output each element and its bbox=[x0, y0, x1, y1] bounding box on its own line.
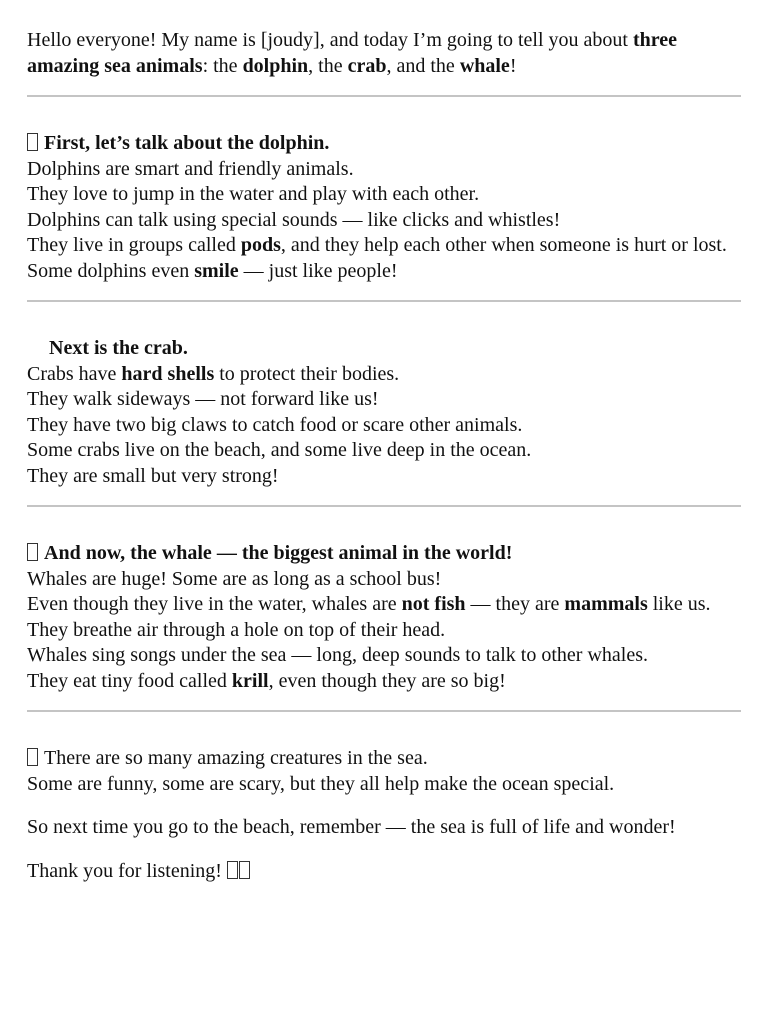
dolphin-line-5-text-c: — just like people! bbox=[238, 259, 398, 282]
whale-line-2-text-c: — they are bbox=[465, 593, 565, 615]
dolphin-line-4 bbox=[27, 233, 741, 259]
dolphin-line-5-text-a: Some dolphins even bbox=[27, 259, 195, 282]
whale-line-5-text-c: , even though they are so big! bbox=[268, 669, 506, 692]
closing-thanks bbox=[27, 859, 741, 885]
closing-line-2: Some are funny, some are scary, but they all help make the ocean special. bbox=[27, 772, 615, 795]
whale-line-5 bbox=[27, 669, 741, 695]
whale-line-2-bold-mammals: mammals bbox=[564, 593, 648, 615]
dolphin-line-3: Dolphins can talk using special sounds — like clicks and whistles! bbox=[27, 208, 561, 231]
intro-bold-crab: crab bbox=[347, 54, 387, 77]
closing-section bbox=[27, 746, 741, 884]
missing-glyph-icon bbox=[27, 543, 38, 561]
dolphin-heading bbox=[27, 131, 741, 157]
missing-glyph-icon bbox=[227, 861, 238, 879]
dolphin-section bbox=[27, 131, 741, 284]
whale-section bbox=[27, 541, 741, 694]
dolphin-line-4-bold: pods bbox=[240, 234, 281, 256]
dolphin-line-5 bbox=[27, 259, 741, 285]
dolphin-heading-text: First, let’s talk about the dolphin. bbox=[44, 132, 330, 154]
dolphin-line-5-bold: smile bbox=[194, 259, 239, 282]
intro-text-3: , the bbox=[308, 54, 348, 77]
crab-heading bbox=[27, 336, 741, 362]
closing-line-1 bbox=[27, 746, 741, 772]
intro-text-2: : the bbox=[202, 54, 243, 77]
dolphin-line-1: Dolphins are smart and friendly animals. bbox=[27, 157, 354, 180]
divider-3 bbox=[27, 505, 741, 507]
whale-line-1: Whales are huge! Some are as long as a school bus! bbox=[27, 567, 442, 590]
intro-text-4: , and the bbox=[386, 54, 460, 77]
whale-line-2-bold-not-fish: not fish bbox=[401, 593, 466, 615]
dolphin-line-4-text-c: , and they help each other when someone is hurt or lost. bbox=[280, 234, 727, 256]
whale-line-2 bbox=[27, 592, 741, 618]
crab-heading-text: Next is the crab. bbox=[49, 337, 188, 359]
intro-text-5: ! bbox=[509, 54, 517, 77]
divider-4 bbox=[27, 710, 741, 712]
whale-line-2-text-e: like us. bbox=[647, 593, 711, 615]
crab-line-1-bold: hard shells bbox=[121, 362, 215, 385]
closing-paragraph-2: So next time you go to the beach, remember — the sea is full of life and wonder! bbox=[27, 816, 676, 838]
crab-line-1 bbox=[27, 362, 741, 388]
missing-glyph-icon bbox=[27, 133, 38, 151]
whale-line-4: Whales sing songs under the sea — long, deep sounds to talk to other whales. bbox=[27, 644, 648, 666]
whale-line-5-text-a: They eat tiny food called bbox=[27, 669, 232, 692]
crab-section bbox=[27, 336, 741, 489]
whale-heading bbox=[27, 541, 741, 567]
crab-line-3: They have two big claws to catch food or scare other animals. bbox=[27, 413, 523, 436]
whale-line-2-text-a: Even though they live in the water, whales are bbox=[27, 593, 402, 615]
crab-line-1-text-a: Crabs have bbox=[27, 362, 122, 385]
divider-2 bbox=[27, 300, 741, 302]
whale-line-5-bold: krill bbox=[231, 669, 269, 692]
whale-line-3: They breathe air through a hole on top of their head. bbox=[27, 618, 446, 641]
dolphin-line-2: They love to jump in the water and play with each other. bbox=[27, 183, 480, 205]
closing-thanks-text: Thank you for listening! bbox=[27, 859, 227, 882]
dolphin-line-4-text-a: They live in groups called bbox=[27, 234, 241, 256]
intro-bold-dolphin: dolphin bbox=[242, 54, 309, 77]
closing-line-1-text: There are so many amazing creatures in the sea. bbox=[44, 747, 428, 769]
divider-1 bbox=[27, 95, 741, 97]
crab-line-5: They are small but very strong! bbox=[27, 464, 279, 487]
intro-text-1: Hello everyone! My name is [joudy], and today I’m going to tell you about bbox=[27, 29, 633, 51]
crab-line-1-text-c: to protect their bodies. bbox=[214, 362, 400, 385]
emoji-pair bbox=[227, 860, 251, 882]
intro-paragraph bbox=[27, 28, 741, 79]
missing-glyph-icon bbox=[239, 861, 250, 879]
crab-line-2: They walk sideways — not forward like us! bbox=[27, 388, 379, 410]
whale-heading-text: And now, the whale — the biggest animal in the world! bbox=[44, 542, 513, 564]
crab-line-4: Some crabs live on the beach, and some live deep in the ocean. bbox=[27, 439, 532, 461]
intro-bold-topic: three amazing sea animals bbox=[27, 29, 678, 77]
missing-glyph-icon bbox=[27, 748, 38, 766]
intro-bold-whale: whale bbox=[459, 54, 510, 77]
